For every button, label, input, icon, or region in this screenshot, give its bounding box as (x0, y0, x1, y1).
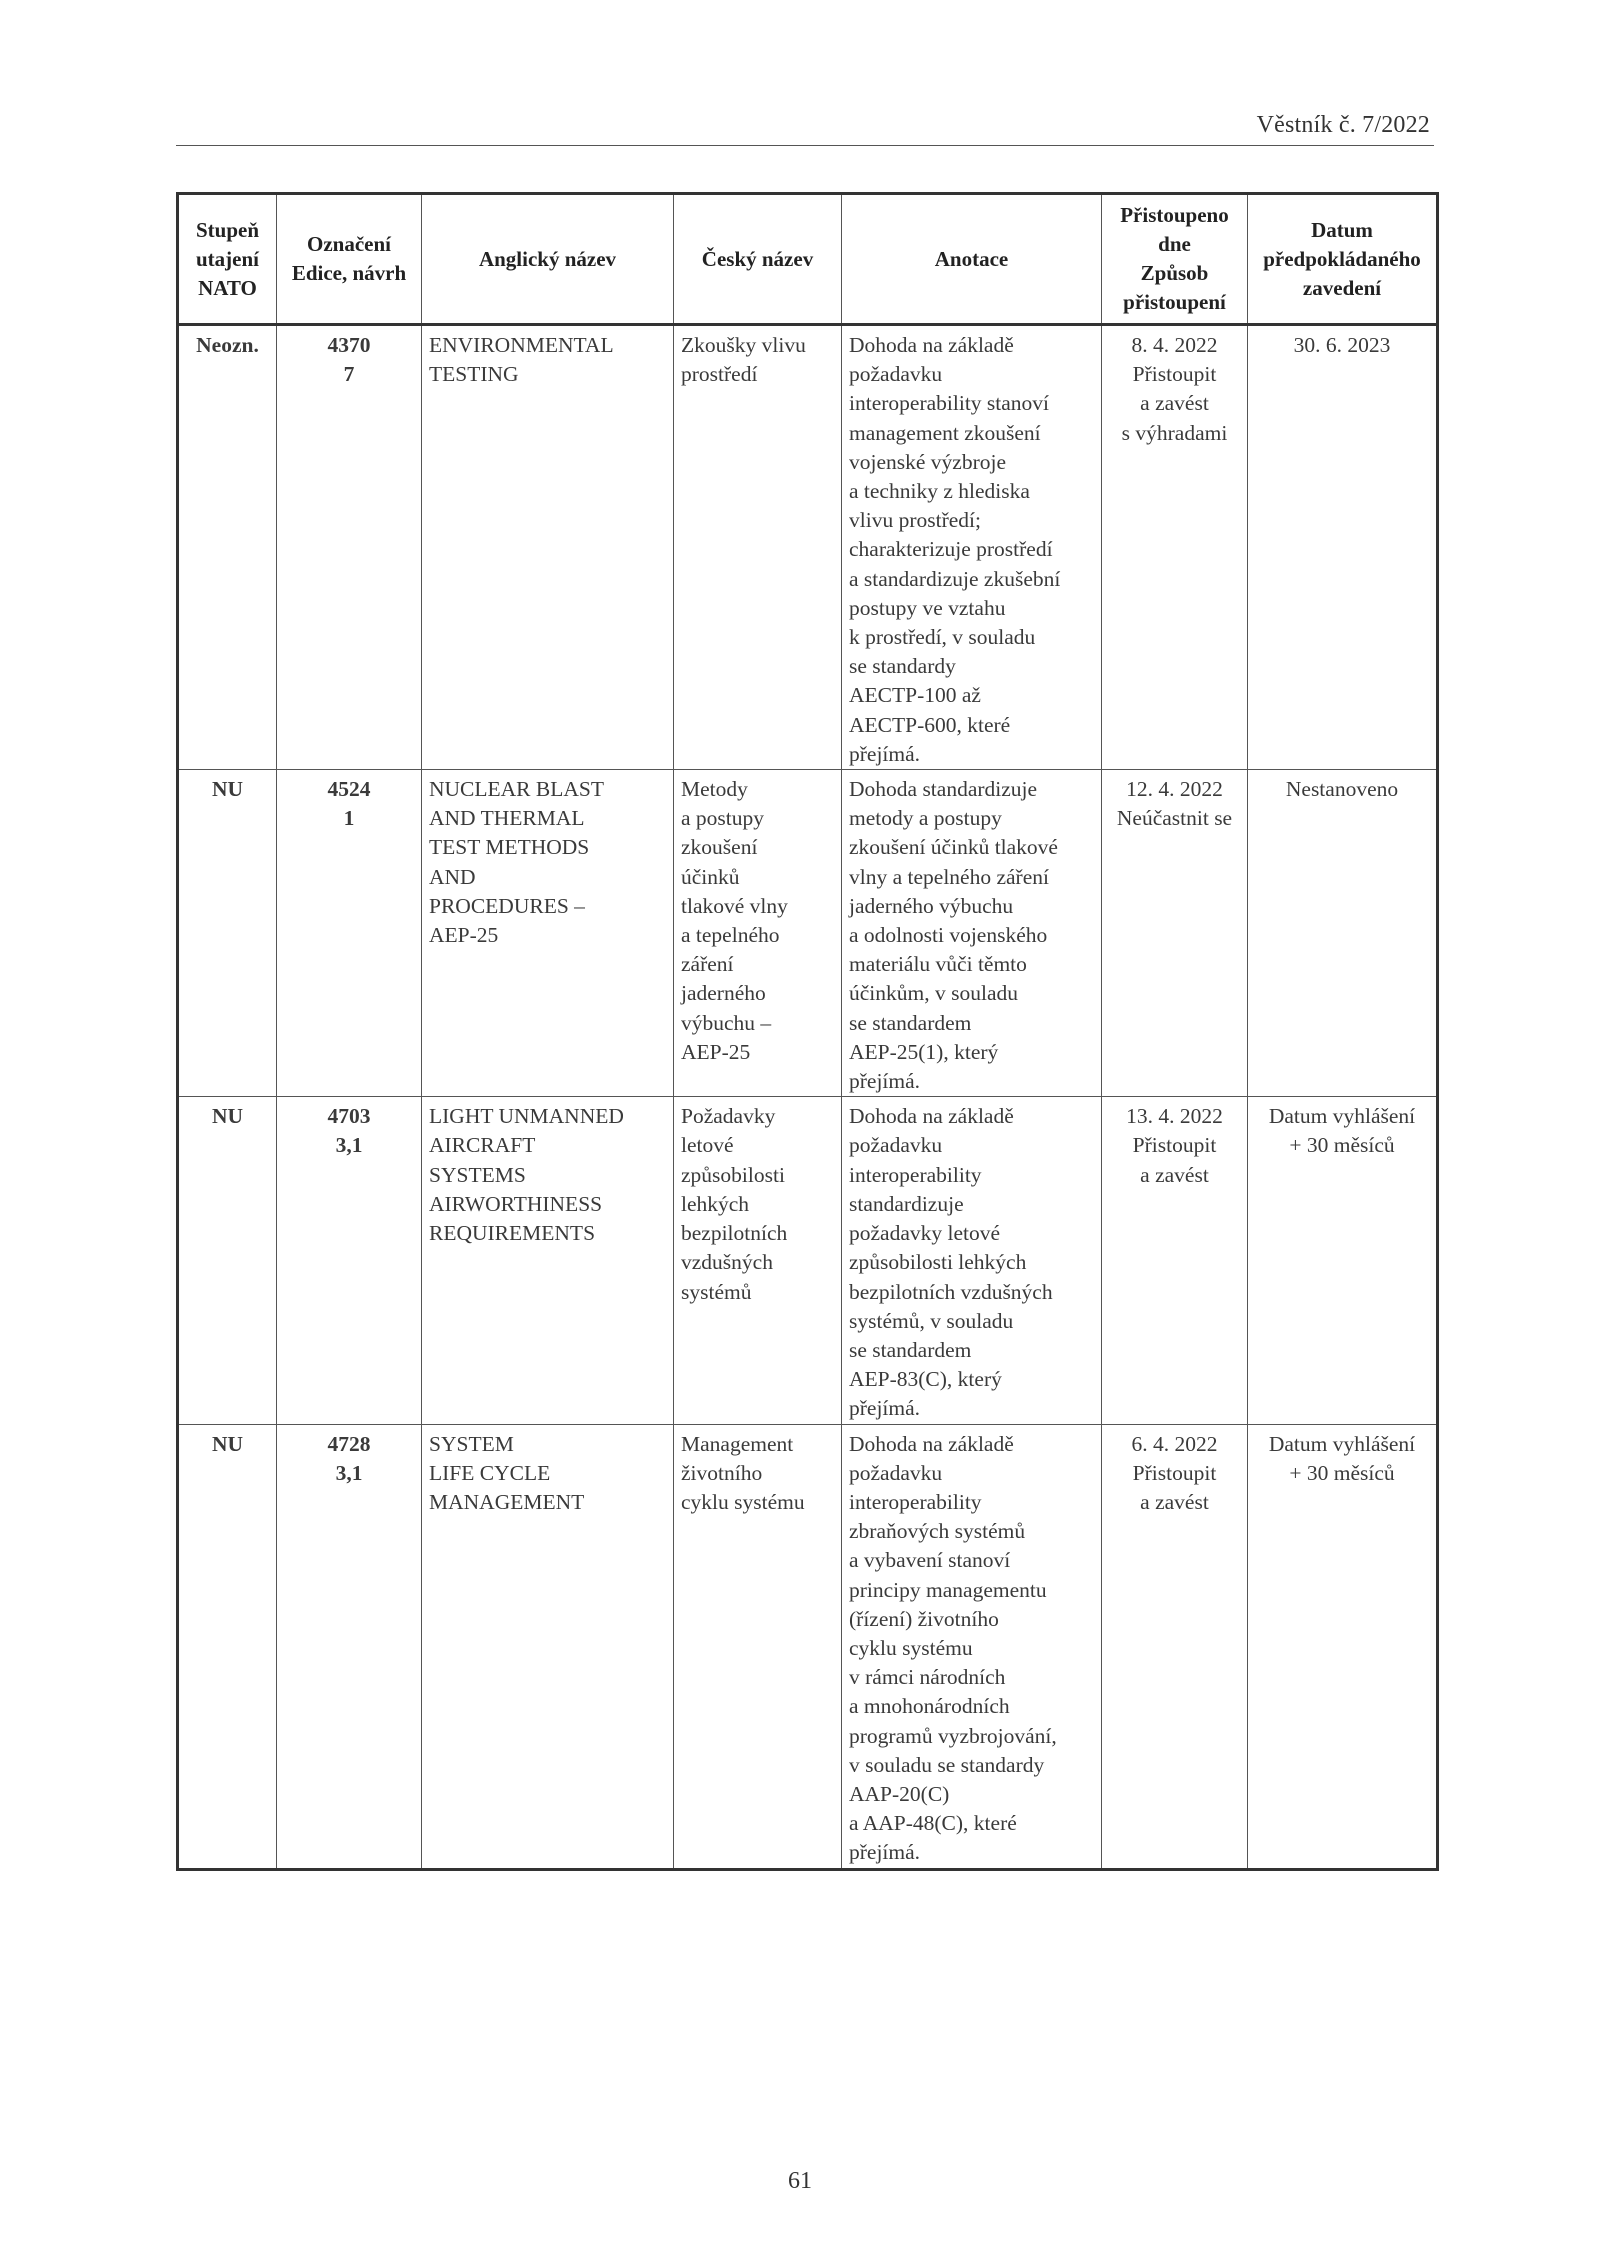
czech-title-line: zkoušení (681, 835, 758, 860)
english-title-cell (422, 1097, 674, 1424)
header-text-line: Přistoupeno (1120, 203, 1229, 227)
english-title-line: REQUIREMENTS (429, 1221, 596, 1246)
czech-title-line: účinků (681, 864, 740, 889)
annotation-line: přejímá. (849, 741, 921, 766)
czech-title-line: Management (681, 1431, 794, 1456)
annotation-line: Dohoda na základě (849, 1431, 1014, 1456)
designation-line: 7 (343, 362, 355, 387)
annotation-line: vojenské výzbroje (849, 449, 1007, 474)
col-header-annotation (842, 194, 1102, 325)
header-text-line: Způsob (1140, 261, 1209, 285)
implementation-date-line: Datum vyhlášení (1268, 1104, 1416, 1129)
czech-title-line: výbuchu – (681, 1010, 772, 1035)
english-title-line: AIRWORTHINESS (429, 1191, 603, 1216)
annotation-line: jaderného výbuchu (849, 893, 1014, 918)
english-title-cell (422, 1424, 674, 1869)
table-header-row (178, 194, 1438, 325)
accession-line: Přistoupit (1132, 1460, 1217, 1485)
czech-title-line: prostředí (681, 362, 758, 387)
czech-title-line: cyklu systému (681, 1489, 805, 1514)
journal-header: Věstník č. 7/2022 (1256, 112, 1430, 138)
annotation-line: požadavku (849, 1133, 943, 1158)
annotation-line: AEP-25(1), který (849, 1039, 999, 1064)
header-text-line: Označení (307, 232, 391, 256)
annotation-line: a vybavení stanoví (849, 1548, 1011, 1573)
english-title-line: TEST METHODS (429, 835, 590, 860)
czech-title-line: Metody (681, 777, 748, 802)
annotation-line: cyklu systému (849, 1635, 973, 1660)
annotation-line: AECTP-600, které (849, 712, 1011, 737)
english-title-line: AIRCRAFT (429, 1133, 536, 1158)
implementation-date-cell (1248, 770, 1438, 1097)
annotation-line: a standardizuje zkušební (849, 566, 1061, 591)
annotation-line: požadavky letové (849, 1221, 1001, 1246)
accession-cell (1102, 1097, 1248, 1424)
annotation-line: systémů, v souladu (849, 1308, 1014, 1333)
annotation-cell (842, 770, 1102, 1097)
annotation-cell (842, 325, 1102, 770)
annotation-line: materiálu vůči těmto (849, 952, 1027, 977)
annotation-line: Dohoda na základě (849, 333, 1014, 357)
english-title-line: AEP-25 (429, 923, 499, 948)
accession-line: Přistoupit (1132, 1133, 1217, 1158)
accession-line: 12. 4. 2022 (1126, 777, 1223, 802)
czech-title-line: systémů (681, 1279, 752, 1304)
annotation-line: požadavku (849, 1460, 943, 1485)
czech-title-line: záření (681, 952, 734, 977)
czech-title-line: a postupy (681, 806, 765, 831)
implementation-date-cell (1248, 1424, 1438, 1869)
designation-line: 4524 (327, 777, 371, 802)
english-title-cell (422, 770, 674, 1097)
annotation-line: se standardem (849, 1337, 972, 1362)
czech-title-line: AEP-25 (681, 1039, 751, 1064)
table-header (178, 194, 1438, 325)
annotation-line: k prostředí, v souladu (849, 625, 1036, 650)
implementation-date-cell (1248, 325, 1438, 770)
czech-title-line: jaderného (681, 981, 766, 1006)
english-title-line: LIGHT UNMANNED (429, 1104, 624, 1129)
accession-line: Neúčastnit se (1116, 806, 1233, 831)
header-text-line: dne (1158, 232, 1191, 256)
english-title-line: LIFE CYCLE (429, 1460, 551, 1485)
classification-cell: NU (178, 1097, 277, 1424)
accession-line: a zavést (1140, 1162, 1209, 1187)
english-title-line: PROCEDURES – (429, 893, 585, 918)
czech-title-line: životního (681, 1460, 763, 1485)
implementation-date-line: Datum vyhlášení (1268, 1431, 1416, 1456)
designation-line: 4728 (327, 1431, 371, 1456)
czech-title-line: Zkoušky vlivu (681, 333, 806, 357)
accession-cell (1102, 325, 1248, 770)
designation-cell (277, 1097, 422, 1424)
annotation-line: přejímá. (849, 1069, 921, 1094)
accession-line: a zavést (1140, 1489, 1209, 1514)
annotation-line: management zkoušení (849, 420, 1041, 445)
accession-cell (1102, 770, 1248, 1097)
header-text-line: Anglický název (478, 246, 617, 271)
czech-title-line: vzdušných (681, 1250, 773, 1275)
accession-line: 13. 4. 2022 (1126, 1104, 1223, 1129)
standards-table (176, 192, 1439, 1871)
czech-title-line: lehkých (681, 1191, 750, 1216)
accession-line: a zavést (1140, 391, 1209, 416)
col-header-implementation-date (1248, 194, 1438, 325)
implementation-date-line: 30. 6. 2023 (1293, 333, 1391, 357)
header-text-line: utajení (196, 246, 259, 271)
accession-line: s výhradami (1121, 420, 1228, 445)
designation-line: 4703 (327, 1104, 371, 1129)
czech-title-line: tlakové vlny (681, 893, 788, 918)
designation-line: 4370 (327, 333, 371, 357)
designation-cell (277, 1424, 422, 1869)
czech-title-line: a tepelného (681, 923, 780, 948)
accession-line: Přistoupit (1132, 362, 1217, 387)
table-row (178, 770, 1438, 1097)
table-row (178, 325, 1438, 770)
czech-title-cell (674, 1097, 842, 1424)
accession-line: 6. 4. 2022 (1131, 1431, 1218, 1456)
classification-cell: NU (178, 770, 277, 1097)
annotation-line: interoperability stanoví (849, 391, 1050, 416)
annotation-line: a odolnosti vojenského (849, 923, 1048, 948)
annotation-line: bezpilotních vzdušných (849, 1279, 1053, 1304)
annotation-line: a mnohonárodních (849, 1694, 1010, 1719)
col-header-designation (277, 194, 422, 325)
annotation-line: zbraňových systémů (849, 1519, 1026, 1544)
czech-title-cell (674, 770, 842, 1097)
col-header-czech-title (674, 194, 842, 325)
czech-title-line: Požadavky (681, 1104, 776, 1129)
annotation-line: přejímá. (849, 1396, 921, 1421)
implementation-date-cell (1248, 1097, 1438, 1424)
classification-cell: NU (178, 1424, 277, 1869)
english-title-line: NUCLEAR BLAST (429, 777, 604, 802)
annotation-line: AEP-83(C), který (849, 1367, 1002, 1392)
annotation-line: AAP-20(C) (849, 1781, 950, 1806)
implementation-date-line: + 30 měsíců (1289, 1133, 1395, 1158)
annotation-line: a techniky z hlediska (849, 479, 1030, 504)
annotation-line: přejímá. (849, 1840, 921, 1865)
page-number: 61 (788, 2168, 812, 2194)
table-row (178, 1097, 1438, 1424)
annotation-line: účinkům, v souladu (849, 981, 1018, 1006)
designation-line: 3,1 (335, 1460, 363, 1485)
annotation-line: standardizuje (849, 1191, 964, 1216)
english-title-cell (422, 325, 674, 770)
annotation-line: se standardem (849, 1010, 972, 1035)
designation-line: 3,1 (335, 1133, 363, 1158)
annotation-line: požadavku (849, 362, 943, 387)
annotation-line: interoperability (849, 1489, 982, 1514)
header-text-line: Anotace (934, 246, 1009, 271)
implementation-date-line: Nestanoveno (1285, 777, 1399, 802)
designation-cell (277, 770, 422, 1097)
table-row (178, 1424, 1438, 1869)
annotation-line: v souladu se standardy (849, 1752, 1045, 1777)
english-title-line: AND THERMAL (429, 806, 585, 831)
annotation-line: programů vyzbrojování, (849, 1723, 1057, 1748)
header-text-line: Datum (1311, 217, 1373, 242)
header-text-line: předpokládaného (1263, 246, 1421, 271)
annotation-line: zkoušení účinků tlakové (849, 835, 1058, 860)
annotation-line: (řízení) životního (849, 1606, 999, 1631)
english-title-line: SYSTEM (429, 1431, 514, 1456)
annotation-line: vlivu prostředí; (849, 508, 981, 533)
annotation-line: charakterizuje prostředí (849, 537, 1053, 562)
col-header-classification (178, 194, 277, 325)
czech-title-cell (674, 325, 842, 770)
czech-title-cell (674, 1424, 842, 1869)
header-text-line: NATO (198, 275, 257, 300)
annotation-line: a AAP-48(C), které (849, 1811, 1017, 1836)
annotation-line: Dohoda na základě (849, 1104, 1014, 1129)
english-title-line: SYSTEMS (429, 1162, 526, 1187)
annotation-line: principy managementu (849, 1577, 1047, 1602)
annotation-line: vlny a tepelného záření (849, 864, 1049, 889)
accession-cell (1102, 1424, 1248, 1869)
header-text-line: Edice, návrh (291, 261, 407, 285)
english-title-line: MANAGEMENT (429, 1489, 585, 1514)
annotation-line: se standardy (849, 654, 956, 679)
annotation-cell (842, 1424, 1102, 1869)
header-text-line: Stupeň (195, 217, 260, 242)
english-title-line: AND (429, 864, 476, 889)
annotation-cell (842, 1097, 1102, 1424)
czech-title-line: způsobilosti (681, 1162, 785, 1187)
classification-cell: Neozn. (178, 325, 277, 770)
header-text-line: přistoupení (1123, 290, 1226, 314)
annotation-line: Dohoda standardizuje (849, 777, 1038, 802)
designation-line: 1 (343, 806, 355, 831)
designation-cell (277, 325, 422, 770)
english-title-line: TESTING (429, 362, 519, 387)
czech-title-line: bezpilotních (681, 1221, 788, 1246)
annotation-line: metody a postupy (849, 806, 1002, 831)
annotation-line: AECTP-100 až (849, 683, 981, 708)
implementation-date-line: + 30 měsíců (1289, 1460, 1395, 1485)
annotation-line: v rámci národních (849, 1665, 1006, 1690)
header-divider (176, 145, 1434, 146)
czech-title-line: letové (681, 1133, 734, 1158)
col-header-english-title (422, 194, 674, 325)
annotation-line: postupy ve vztahu (849, 595, 1006, 620)
annotation-line: způsobilosti lehkých (849, 1250, 1027, 1275)
header-text-line: zavedení (1302, 275, 1382, 300)
table-body (178, 325, 1438, 1870)
header-text-line: Český název (701, 246, 814, 271)
col-header-accession (1102, 194, 1248, 325)
accession-line: 8. 4. 2022 (1131, 333, 1218, 357)
standards-table-container (176, 192, 1436, 1871)
annotation-line: interoperability (849, 1162, 982, 1187)
english-title-line: ENVIRONMENTAL (429, 333, 614, 357)
